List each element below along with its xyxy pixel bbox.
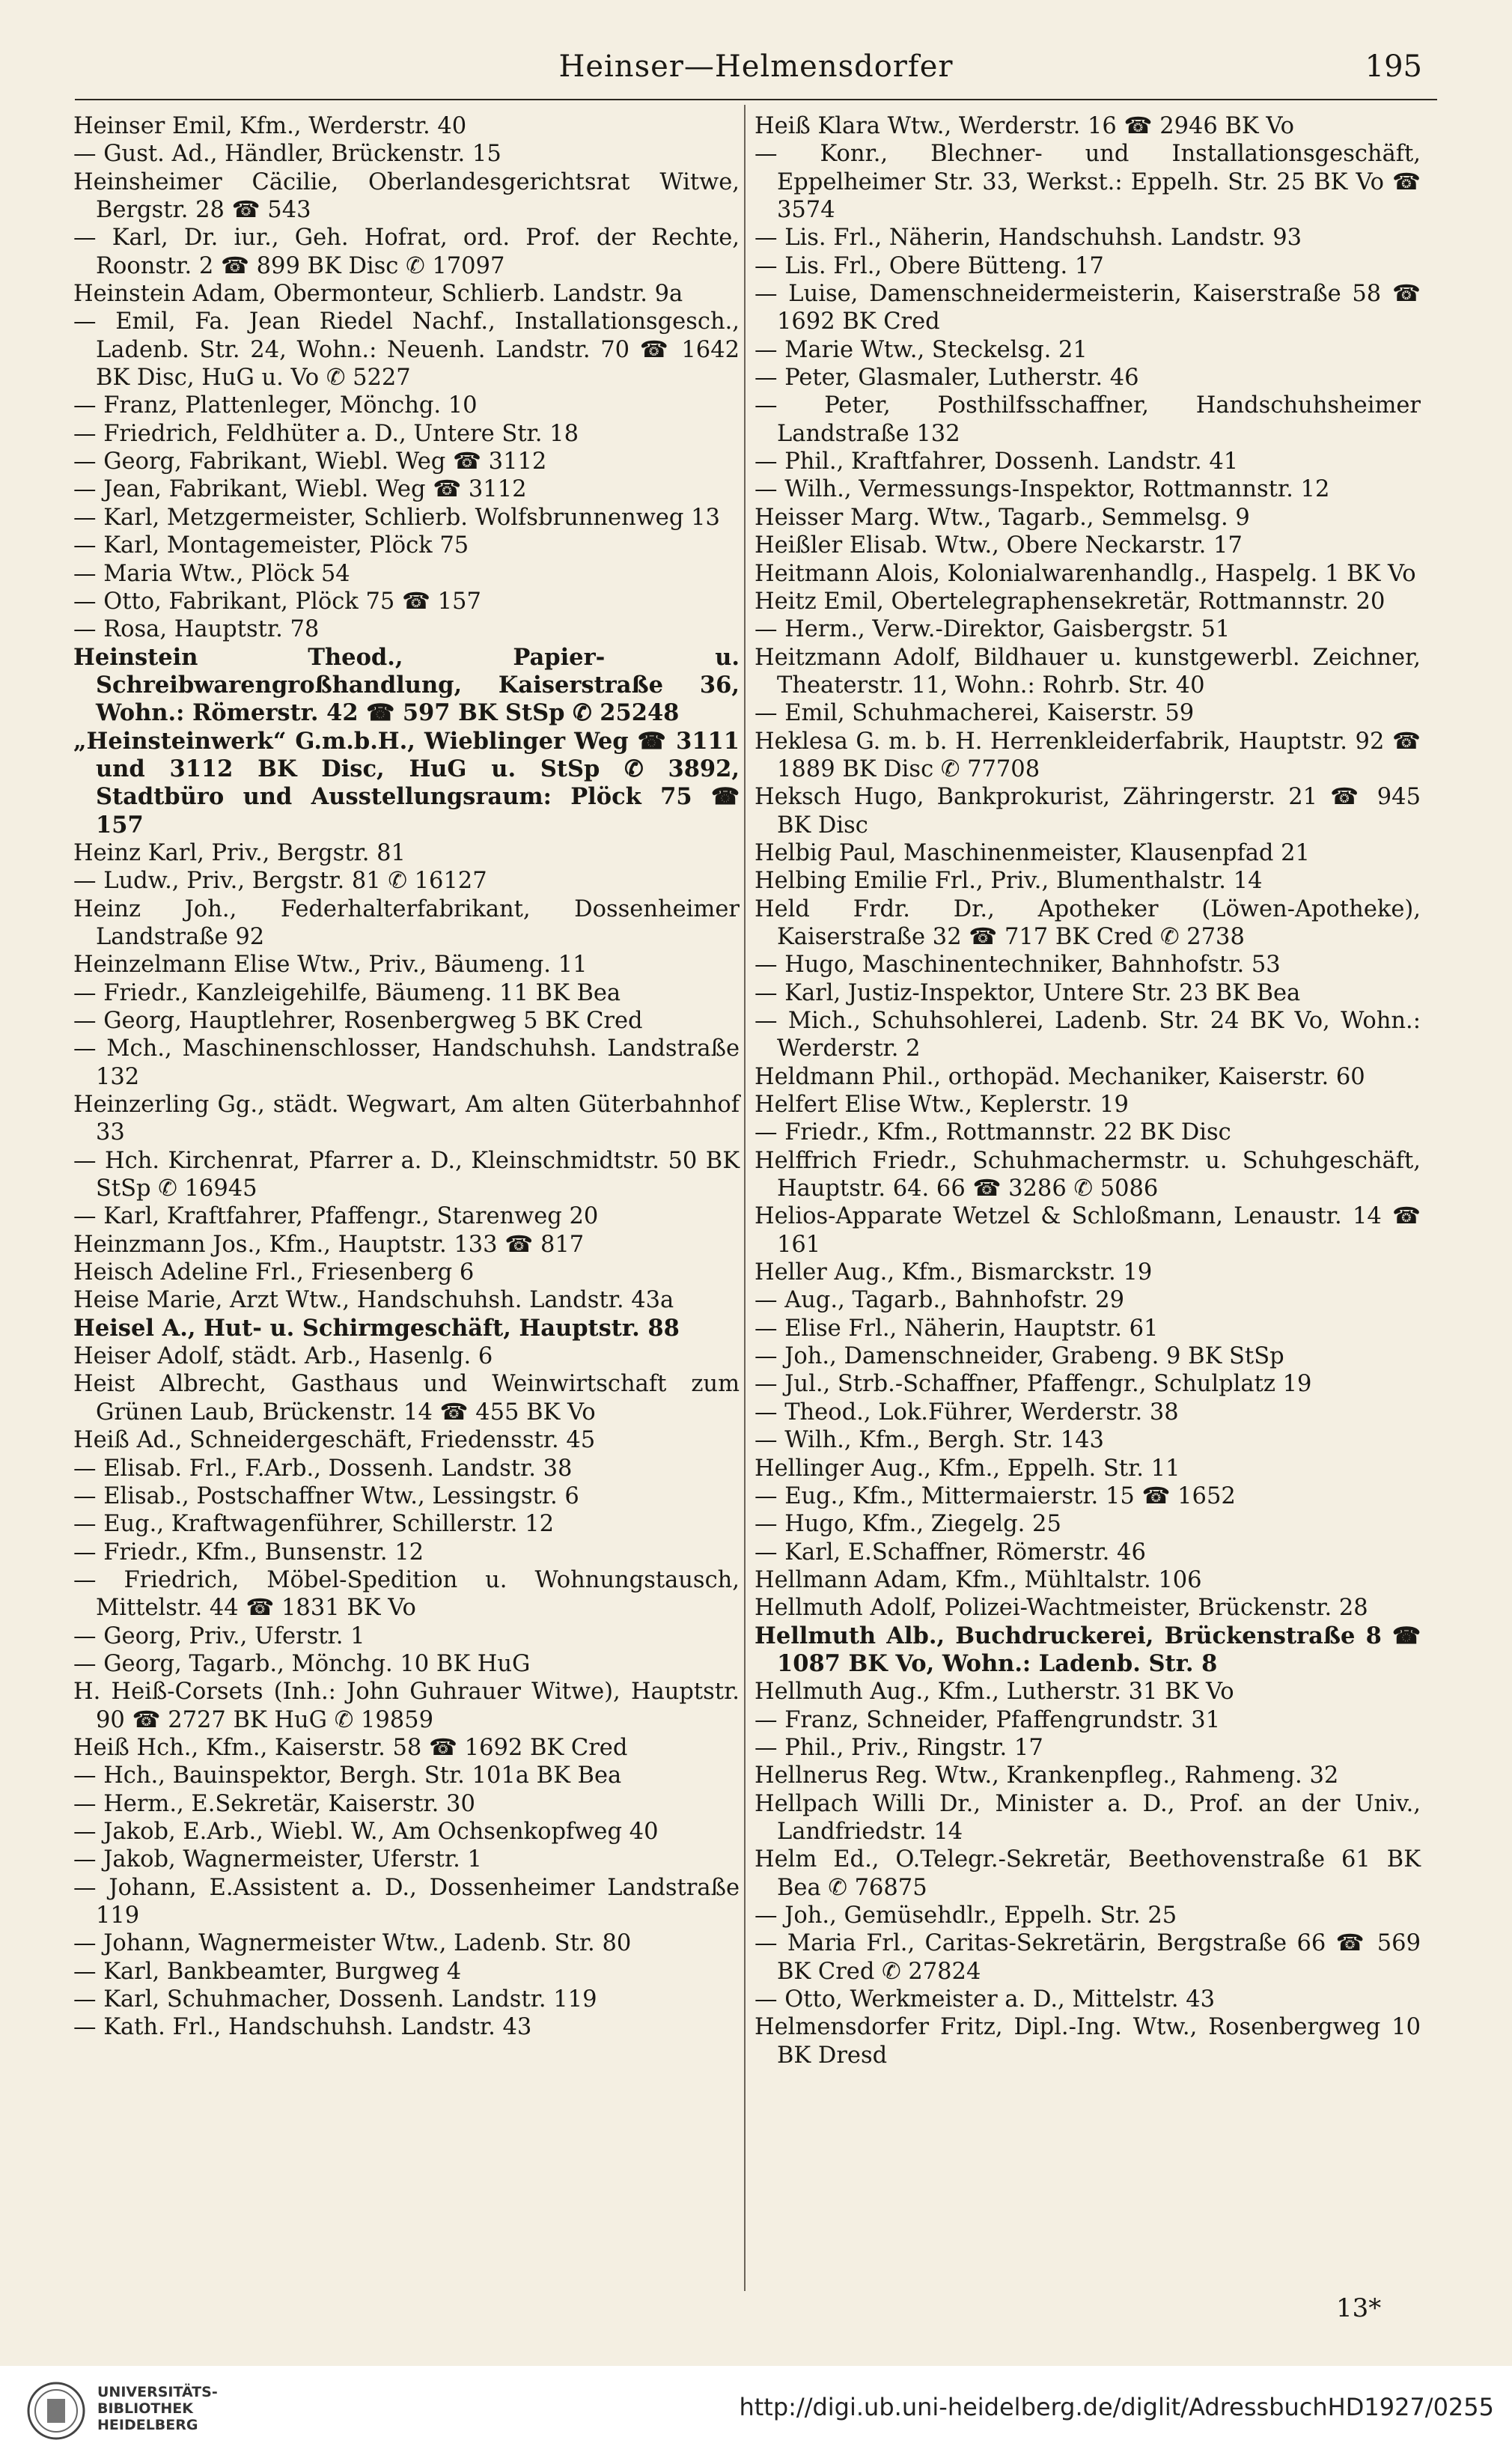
directory-entry: — Kath. Frl., Handschuhsh. Landstr. 43 — [73, 2014, 532, 2041]
directory-entry: Heitz Emil, Obertelegraphensekretär, Rottmannstr. 20 — [755, 588, 1386, 615]
directory-entry: Heinz Karl, Priv., Bergstr. 81 — [73, 839, 406, 866]
directory-entry: Heiß Hch., Kfm., Kaiserstr. 58 ☎ 1692 BK Cred — [73, 1734, 628, 1761]
right-column — [755, 112, 1421, 2069]
directory-entry: — Mch., Maschinenschlosser, Handschuhsh. Landstraße 132 — [73, 1035, 740, 1090]
directory-entry: — Konr., Blechner- und Installationsgeschäft, Eppelheimer Str. 33, Werkst.: Eppelh. Str. 25 BK Vo ☎ 3574 — [755, 141, 1421, 224]
directory-entry: — Joh., Gemüsehdlr., Eppelh. Str. 25 — [755, 1902, 1177, 1929]
directory-entry: — Peter, Glasmaler, Lutherstr. 46 — [755, 365, 1139, 392]
directory-entry: Hellinger Aug., Kfm., Eppelh. Str. 11 — [755, 1455, 1180, 1482]
directory-entry: — Rosa, Hauptstr. 78 — [73, 616, 320, 643]
directory-entry: Heiser Adolf, städt. Arb., Hasenlg. 6 — [73, 1343, 493, 1370]
directory-entry: Heldmann Phil., orthopäd. Mechaniker, Kaiserstr. 60 — [755, 1063, 1365, 1090]
directory-entry: — Georg, Fabrikant, Wiebl. Weg ☎ 3112 — [73, 448, 547, 475]
directory-entry: — Emil, Fa. Jean Riedel Nachf., Installationsgesch., Ladenb. Str. 24, Wohn.: Neuenh. Landstr. 70 ☎ 1642 BK Disc, HuG u. Vo ✆ 5227 — [73, 308, 740, 392]
logo-line: UNIVERSITÄTS- — [97, 2384, 218, 2400]
directory-entry: — Elisab. Frl., F.Arb., Dossenh. Landstr. 38 — [73, 1455, 573, 1482]
directory-entry: — Jean, Fabrikant, Wiebl. Weg ☎ 3112 — [73, 476, 527, 503]
directory-entry: — Phil., Priv., Ringstr. 17 — [755, 1734, 1043, 1761]
directory-entry: — Jakob, Wagnermeister, Uferstr. 1 — [73, 1846, 482, 1873]
directory-entry: — Joh., Damenschneider, Grabeng. 9 BK StSp — [755, 1343, 1284, 1370]
directory-entry: — Johann, E.Assistent a. D., Dossenheimer Landstraße 119 — [73, 1874, 740, 1929]
directory-entry: Heiß Klara Wtw., Werderstr. 16 ☎ 2946 BK Vo — [755, 113, 1294, 139]
directory-entry: — Karl, Kraftfahrer, Pfaffengr., Starenweg 20 — [73, 1203, 599, 1230]
directory-entry: — Maria Wtw., Plöck 54 — [73, 560, 350, 587]
directory-entry: Heinsheimer Cäcilie, Oberlandesgerichtsrat Witwe, Bergstr. 28 ☎ 543 — [73, 168, 740, 224]
column-divider — [744, 105, 746, 2291]
directory-entry: Heise Marie, Arzt Wtw., Handschuhsh. Landstr. 43a — [73, 1287, 674, 1314]
directory-entry: Heiß Ad., Schneidergeschäft, Friedensstr. 45 — [73, 1427, 596, 1454]
university-seal-icon — [26, 2381, 86, 2441]
left-column — [73, 112, 740, 2042]
directory-entry: Heisch Adeline Frl., Friesenberg 6 — [73, 1259, 475, 1286]
directory-entry: — Phil., Kraftfahrer, Dossenh. Landstr. 41 — [755, 448, 1239, 475]
directory-entry: — Karl, Metzgermeister, Schlierb. Wolfsbrunnenweg 13 — [73, 504, 720, 531]
directory-entry: — Wilh., Vermessungs-Inspektor, Rottmannstr. 12 — [755, 476, 1330, 503]
directory-entry: — Hugo, Maschinentechniker, Bahnhofstr. 53 — [755, 952, 1281, 979]
directory-entry: Heinzerling Gg., städt. Wegwart, Am alten Güterbahnhof 33 — [73, 1092, 740, 1146]
directory-entry: — Otto, Fabrikant, Plöck 75 ☎ 157 — [73, 588, 481, 615]
directory-entry: — Aug., Tagarb., Bahnhofstr. 29 — [755, 1287, 1125, 1314]
directory-entry: — Jakob, E.Arb., Wiebl. W., Am Ochsenkopfweg 40 — [73, 1818, 659, 1845]
directory-entry: Heist Albrecht, Gasthaus und Weinwirtschaft zum Grünen Laub, Brückenstr. 14 ☎ 455 BK Vo — [73, 1371, 740, 1426]
directory-entry: Heinzelmann Elise Wtw., Priv., Bäumeng. 11 — [73, 952, 588, 979]
directory-entry: — Eug., Kfm., Mittermaierstr. 15 ☎ 1652 — [755, 1482, 1236, 1509]
running-title: Heinser—Helmensdorfer — [558, 49, 954, 84]
directory-entry: — Franz, Plattenleger, Mönchg. 10 — [73, 392, 478, 419]
directory-entry: — Friedr., Kfm., Bunsenstr. 12 — [73, 1539, 424, 1566]
directory-entry: — Karl, Bankbeamter, Burgweg 4 — [73, 1958, 462, 1985]
directory-entry: — Friedrich, Feldhüter a. D., Untere Str. 18 — [73, 420, 579, 447]
directory-entry: — Otto, Werkmeister a. D., Mittelstr. 43 — [755, 1986, 1216, 2013]
directory-entry: — Gust. Ad., Händler, Brückenstr. 15 — [73, 141, 502, 168]
logo-line: BIBLIOTHEK — [97, 2400, 193, 2417]
directory-entry: — Eug., Kraftwagenführer, Schillerstr. 12 — [73, 1511, 554, 1538]
directory-entry: — Theod., Lok.Führer, Werderstr. 38 — [755, 1399, 1179, 1426]
library-logo-text — [97, 2384, 218, 2433]
page-header — [75, 49, 1437, 94]
directory-entry: Hellmuth Aug., Kfm., Lutherstr. 31 BK Vo — [755, 1679, 1234, 1706]
directory-entry: — Herm., Verw.-Direktor, Gaisbergstr. 51 — [755, 616, 1231, 643]
directory-entry: H. Heiß-Corsets (Inh.: John Guhrauer Witwe), Hauptstr. 90 ☎ 2727 BK HuG ✆ 19859 — [73, 1679, 740, 1733]
directory-entry: — Marie Wtw., Steckelsg. 21 — [755, 336, 1088, 363]
directory-entry: Heinstein Adam, Obermonteur, Schlierb. Landstr. 9a — [73, 281, 683, 308]
directory-entry: Heklesa G. m. b. H. Herrenkleiderfabrik, Hauptstr. 92 ☎ 1889 BK Disc ✆ 77708 — [755, 728, 1421, 782]
directory-entry: Heitzmann Adolf, Bildhauer u. kunstgewerbl. Zeichner, Theaterstr. 11, Wohn.: Rohrb. Str. 40 — [755, 644, 1421, 699]
footer — [0, 2366, 1512, 2458]
source-url-link[interactable]: http://digi.ub.uni-heidelberg.de/diglit/AdressbuchHD1927/0255 — [739, 2393, 1494, 2421]
directory-entry: Helfert Elise Wtw., Keplerstr. 19 — [755, 1092, 1129, 1119]
directory-entry: Helbig Paul, Maschinenmeister, Klausenpfad 21 — [755, 839, 1310, 866]
directory-entry: Heksch Hugo, Bankprokurist, Zähringerstr. 21 ☎ 945 BK Disc — [755, 784, 1421, 839]
directory-entry: — Jul., Strb.-Schaffner, Pfaffengr., Schulplatz 19 — [755, 1371, 1312, 1398]
directory-entry: — Peter, Posthilfsschaffner, Handschuhsheimer Landstraße 132 — [755, 392, 1421, 447]
directory-entry: — Ludw., Priv., Bergstr. 81 ✆ 16127 — [73, 868, 487, 895]
directory-entry: — Karl, Schuhmacher, Dossenh. Landstr. 119 — [73, 1986, 597, 2013]
directory-entry: Heinzmann Jos., Kfm., Hauptstr. 133 ☎ 817 — [73, 1231, 585, 1258]
page-number: 195 — [1365, 49, 1422, 84]
directory-entry: — Hch. Kirchenrat, Pfarrer a. D., Kleinschmidtstr. 50 BK StSp ✆ 16945 — [73, 1147, 740, 1202]
directory-entry: — Karl, Justiz-Inspektor, Untere Str. 23 BK Bea — [755, 979, 1301, 1006]
directory-entry: Heisel A., Hut- u. Schirmgeschäft, Hauptstr. 88 — [73, 1314, 680, 1342]
directory-entry: — Karl, Dr. iur., Geh. Hofrat, ord. Prof. der Rechte, Roonstr. 2 ☎ 899 BK Disc ✆ 17097 — [73, 225, 740, 279]
directory-entry: Helmensdorfer Fritz, Dipl.-Ing. Wtw., Rosenbergweg 10 BK Dresd — [755, 2014, 1421, 2069]
directory-entry: Heller Aug., Kfm., Bismarckstr. 19 — [755, 1259, 1153, 1286]
directory-entry: — Friedr., Kanzleigehilfe, Bäumeng. 11 BK Bea — [73, 979, 621, 1006]
directory-entry: Hellmuth Adolf, Polizei-Wachtmeister, Brückenstr. 28 — [755, 1595, 1368, 1622]
header-rule — [75, 99, 1437, 100]
directory-entry: — Georg, Hauptlehrer, Rosenbergweg 5 BK Cred — [73, 1008, 643, 1034]
directory-entry: — Karl, E.Schaffner, Römerstr. 46 — [755, 1539, 1146, 1566]
directory-entry: Hellmuth Alb., Buchdruckerei, Brückenstraße 8 ☎ 1087 BK Vo, Wohn.: Ladenb. Str. 8 — [755, 1622, 1421, 1677]
directory-entry: — Georg, Priv., Uferstr. 1 — [73, 1622, 365, 1649]
signature-mark: 13* — [1336, 2293, 1382, 2323]
directory-entry: Held Frdr. Dr., Apotheker (Löwen-Apotheke), Kaiserstraße 32 ☎ 717 BK Cred ✆ 2738 — [755, 895, 1421, 950]
directory-entry: — Johann, Wagnermeister Wtw., Ladenb. Str. 80 — [73, 1930, 632, 1957]
directory-entry: Heinser Emil, Kfm., Werderstr. 40 — [73, 113, 467, 139]
directory-entry: Heitmann Alois, Kolonialwarenhandlg., Haspelg. 1 BK Vo — [755, 560, 1416, 587]
directory-entry: Heinz Joh., Federhalterfabrikant, Dossenheimer Landstraße 92 — [73, 895, 740, 950]
directory-entry: — Franz, Schneider, Pfaffengrundstr. 31 — [755, 1706, 1221, 1733]
directory-entry: — Elisab., Postschaffner Wtw., Lessingstr. 6 — [73, 1482, 579, 1509]
directory-entry: — Karl, Montagemeister, Plöck 75 — [73, 532, 469, 559]
directory-entry: — Friedr., Kfm., Rottmannstr. 22 BK Disc — [755, 1119, 1231, 1146]
directory-entry: — Luise, Damenschneidermeisterin, Kaiserstraße 58 ☎ 1692 BK Cred — [755, 281, 1421, 335]
directory-entry: „Heinsteinwerk“ G.m.b.H., Wieblinger Weg ☎ 3111 und 3112 BK Disc, HuG u. StSp ✆ 3892, Stadtbüro und Ausstellungsraum: Plöck 75 ☎ 157 — [73, 727, 740, 839]
directory-entry: — Hch., Bauinspektor, Bergh. Str. 101a BK Bea — [73, 1762, 622, 1789]
directory-entry: — Hugo, Kfm., Ziegelg. 25 — [755, 1511, 1061, 1538]
directory-entry: Hellnerus Reg. Wtw., Krankenpfleg., Rahmeng. 32 — [755, 1762, 1339, 1789]
directory-entry: Hellpach Willi Dr., Minister a. D., Prof. an der Univ., Landfriedstr. 14 — [755, 1790, 1421, 1845]
directory-entry: — Georg, Tagarb., Mönchg. 10 BK HuG — [73, 1650, 531, 1677]
directory-entry: — Lis. Frl., Obere Bütteng. 17 — [755, 252, 1104, 279]
directory-entry: Hellmann Adam, Kfm., Mühltalstr. 106 — [755, 1566, 1202, 1593]
directory-entry: — Lis. Frl., Näherin, Handschuhsh. Landstr. 93 — [755, 225, 1302, 252]
directory-entry: — Maria Frl., Caritas-Sekretärin, Bergstraße 66 ☎ 569 BK Cred ✆ 27824 — [755, 1930, 1421, 1985]
directory-entry: — Friedrich, Möbel-Spedition u. Wohnungstausch, Mittelstr. 44 ☎ 1831 BK Vo — [73, 1566, 740, 1622]
directory-entry: Heinstein Theod., Papier- u. Schreibwarengroßhandlung, Kaiserstraße 36, Wohn.: Römerstr. 42 ☎ 597 BK StSp ✆ 25248 — [73, 643, 740, 727]
directory-entry: — Elise Frl., Näherin, Hauptstr. 61 — [755, 1315, 1159, 1342]
directory-entry: Helbing Emilie Frl., Priv., Blumenthalstr. 14 — [755, 868, 1263, 895]
directory-entry: Helm Ed., O.Telegr.-Sekretär, Beethovenstraße 61 BK Bea ✆ 76875 — [755, 1846, 1421, 1901]
directory-entry: Helffrich Friedr., Schuhmachermstr. u. Schuhgeschäft, Hauptstr. 64. 66 ☎ 3286 ✆ 5086 — [755, 1147, 1421, 1202]
directory-entry: — Wilh., Kfm., Bergh. Str. 143 — [755, 1427, 1104, 1454]
directory-entry: — Emil, Schuhmacherei, Kaiserstr. 59 — [755, 700, 1195, 727]
directory-entry: Heisser Marg. Wtw., Tagarb., Semmelsg. 9 — [755, 504, 1250, 531]
directory-entry: — Mich., Schuhsohlerei, Ladenb. Str. 24 BK Vo, Wohn.: Werderstr. 2 — [755, 1008, 1421, 1062]
directory-entry: Heißler Elisab. Wtw., Obere Neckarstr. 17 — [755, 532, 1243, 559]
logo-line: HEIDELBERG — [97, 2417, 198, 2433]
directory-entry: — Herm., E.Sekretär, Kaiserstr. 30 — [73, 1790, 475, 1817]
directory-entry: Helios-Apparate Wetzel & Schloßmann, Lenaustr. 14 ☎ 161 — [755, 1203, 1421, 1258]
